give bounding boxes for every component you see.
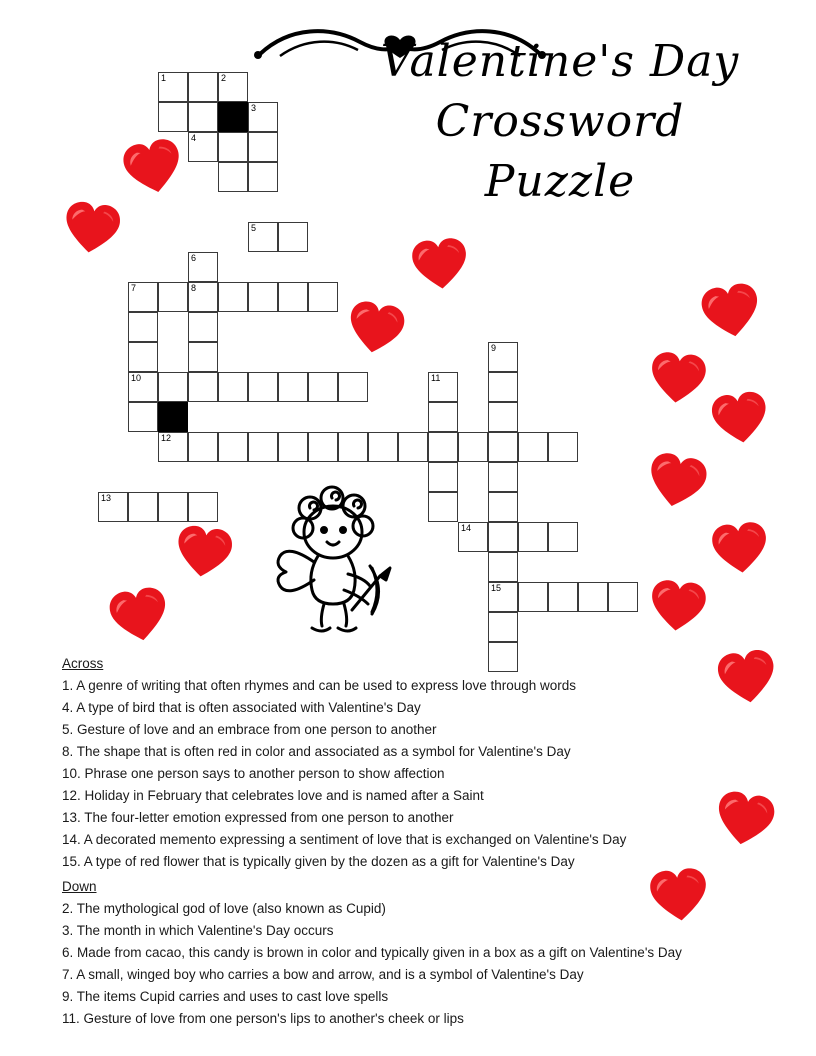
heart-icon	[409, 233, 471, 295]
heart-icon	[708, 386, 771, 449]
across-clue-list	[62, 675, 762, 873]
cell-number: 3	[251, 103, 257, 113]
heart-icon	[60, 196, 123, 259]
cell-number: 9	[491, 343, 497, 353]
cell-number: 12	[161, 433, 172, 443]
clue-item: 6. Made from cacao, this candy is brown in color and typically given in a box as a gift on Valentine's Day	[62, 945, 682, 960]
cell-number: 5	[251, 223, 257, 233]
cell-number: 13	[101, 493, 112, 503]
clue-item: 14. A decorated memento expressing a sentiment of love that is exchanged on Valentine's Day	[62, 832, 627, 847]
down-heading: Down	[62, 879, 97, 894]
cell-number: 10	[131, 373, 142, 383]
clue-item: 2. The mythological god of love (also known as Cupid)	[62, 901, 386, 916]
cell-number: 14	[461, 523, 472, 533]
title-line-3: Puzzle	[484, 156, 636, 207]
clues-section	[62, 650, 762, 1030]
cell-number: 2	[221, 73, 227, 83]
heart-icon	[172, 520, 235, 583]
heart-icon	[647, 575, 709, 637]
heart-icon	[709, 517, 771, 579]
clue-item: 12. Holiday in February that celebrates love and is named after a Saint	[62, 788, 484, 803]
cell-number: 8	[191, 283, 197, 293]
clue-item: 11. Gesture of love from one person's lips to another's cheek or lips	[62, 1011, 464, 1026]
heart-icon	[647, 347, 709, 409]
clue-item: 13. The four-letter emotion expressed from one person to another	[62, 810, 454, 825]
cell-number: 7	[131, 283, 137, 293]
clue-item: 5. Gesture of love and an embrace from one person to another	[62, 722, 437, 737]
cell-number: 15	[491, 583, 502, 593]
clue-item: 8. The shape that is often red in color and associated as a symbol for Valentine's Day	[62, 744, 571, 759]
clue-item: 10. Phrase one person says to another person to show affection	[62, 766, 445, 781]
cell-number: 11	[431, 373, 441, 383]
heart-icon	[105, 581, 172, 648]
down-clue-list	[62, 898, 762, 1030]
cell-number: 6	[191, 253, 197, 263]
clue-item: 3. The month in which Valentine's Day occurs	[62, 923, 334, 938]
cupid-illustration	[248, 470, 418, 650]
heart-icon	[697, 277, 764, 344]
cell-number: 4	[191, 133, 197, 143]
title-line-2: Crossword	[435, 96, 685, 147]
title-line-1: Valentine's Day	[380, 36, 740, 87]
cell-number: 1	[161, 73, 167, 83]
heart-icon	[344, 296, 409, 361]
clue-item: 15. A type of red flower that is typically given by the dozen as a gift for Valentine's Day	[62, 854, 575, 869]
clue-item: 1. A genre of writing that often rhymes and can be used to express love through words	[62, 678, 577, 693]
across-heading: Across	[62, 656, 104, 671]
clue-item: 4. A type of bird that is often associated with Valentine's Day	[62, 700, 421, 715]
clue-item: 9. The items Cupid carries and uses to cast love spells	[62, 989, 389, 1004]
heart-icon	[643, 447, 712, 516]
heart-icon	[119, 133, 188, 202]
clue-item: 7. A small, winged boy who carries a bow and arrow, and is a symbol of Valentine's Day	[62, 967, 584, 982]
